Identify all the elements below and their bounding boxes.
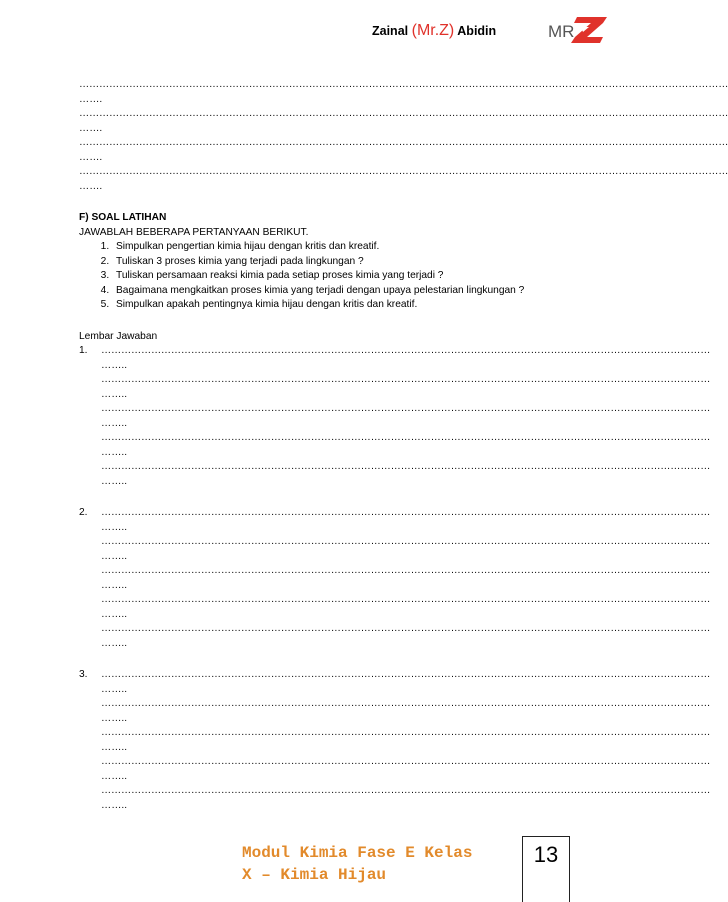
dotted-line: …………………………………………………………………………………………………………………………………………………………………	[101, 623, 711, 634]
dotted-line: …………………………………………………………………………………………………………………………………………………………………	[101, 432, 711, 443]
dotted-line: ……………………………………………………………………………………………………………………………………………………………………………	[79, 166, 728, 177]
svg-text:MR: MR	[548, 22, 575, 41]
dotted-line-tail: ……..	[101, 770, 128, 782]
dotted-line-tail: …….	[79, 93, 103, 105]
module-title-line-2: X – Kimia Hijau	[242, 866, 387, 884]
dotted-line: …………………………………………………………………………………………………………………………………………………………………	[101, 507, 711, 518]
question-item: 1. Simpulkan pengertian kimia hijau dengan kritis dan kreatif.	[112, 240, 561, 255]
dotted-line-tail: ……..	[101, 550, 128, 562]
dotted-line-tail: ……..	[101, 359, 128, 371]
module-title	[242, 842, 522, 886]
dotted-line-tail: ……..	[101, 475, 128, 487]
dotted-line-tail: ……..	[101, 417, 128, 429]
dotted-line: ……………………………………………………………………………………………………………………………………………………………………………	[79, 108, 728, 119]
dotted-line: ……………………………………………………………………………………………………………………………………………………………………………	[79, 137, 728, 148]
page-number: 13	[533, 842, 559, 867]
top-answer-lines	[79, 78, 728, 194]
dotted-line-tail: ……..	[101, 521, 128, 533]
dotted-line: …………………………………………………………………………………………………………………………………………………………………	[101, 565, 711, 576]
dotted-line: …………………………………………………………………………………………………………………………………………………………………	[101, 594, 711, 605]
dotted-line-tail: ……..	[101, 608, 128, 620]
question-list	[79, 240, 561, 313]
answer-block-1	[79, 344, 711, 489]
author-last-name: Abidin	[457, 24, 497, 38]
answer-block-2	[79, 506, 711, 651]
dotted-line-tail: …….	[79, 122, 103, 134]
mrz-logo	[547, 14, 609, 46]
question-item: 3. Tuliskan persamaan reaksi kimia pada setiap proses kimia yang terjadi ?	[112, 269, 561, 284]
answer-number: 2.	[79, 507, 88, 518]
dotted-line: …………………………………………………………………………………………………………………………………………………………………	[101, 698, 711, 709]
answer-block-3	[79, 668, 711, 813]
dotted-line-tail: ……..	[101, 741, 128, 753]
dotted-line: ……………………………………………………………………………………………………………………………………………………………………………	[79, 79, 728, 90]
dotted-line: …………………………………………………………………………………………………………………………………………………………………	[101, 461, 711, 472]
question-item: 5. Simpulkan apakah pentingnya kimia hijau dengan kritis dan kreatif.	[112, 298, 561, 313]
dotted-line-tail: ……..	[101, 579, 128, 591]
dotted-line-tail: …….	[79, 180, 103, 192]
header-author	[372, 22, 496, 40]
dotted-line-tail: ……..	[101, 712, 128, 724]
page-content	[79, 78, 728, 813]
module-title-line-1: Modul Kimia Fase E Kelas	[242, 844, 473, 862]
dotted-line-tail: …….	[79, 151, 103, 163]
section-title: F) SOAL LATIHAN	[79, 212, 167, 223]
dotted-line: …………………………………………………………………………………………………………………………………………………………………	[101, 374, 711, 385]
dotted-line-tail: ……..	[101, 799, 128, 811]
page-number-box	[522, 836, 570, 902]
dotted-line: …………………………………………………………………………………………………………………………………………………………………	[101, 669, 711, 680]
dotted-line-tail: ……..	[101, 683, 128, 695]
dotted-line: …………………………………………………………………………………………………………………………………………………………………	[101, 727, 711, 738]
dotted-line: …………………………………………………………………………………………………………………………………………………………………	[101, 403, 711, 414]
answer-sheet-title: Lembar Jawaban	[79, 330, 158, 342]
answer-number: 3.	[79, 669, 88, 680]
dotted-line-tail: ……..	[101, 637, 128, 649]
question-item: 2. Tuliskan 3 proses kimia yang terjadi pada lingkungan ?	[112, 255, 561, 270]
answer-number: 1.	[79, 345, 88, 356]
dotted-line: …………………………………………………………………………………………………………………………………………………………………	[101, 536, 711, 547]
author-nickname: (Mr.Z)	[411, 22, 455, 39]
dotted-line: …………………………………………………………………………………………………………………………………………………………………	[101, 756, 711, 767]
section-instruction: JAWABLAH BEBERAPA PERTANYAAN BERIKUT.	[79, 226, 309, 238]
question-item: 4. Bagaimana mengkaitkan proses kimia yang terjadi dengan upaya pelestarian lingkungan ?	[112, 284, 561, 299]
dotted-line-tail: ……..	[101, 388, 128, 400]
author-first-name: Zainal	[372, 24, 409, 38]
dotted-line: …………………………………………………………………………………………………………………………………………………………………	[101, 345, 711, 356]
dotted-line-tail: ……..	[101, 446, 128, 458]
dotted-line: …………………………………………………………………………………………………………………………………………………………………	[101, 785, 711, 796]
